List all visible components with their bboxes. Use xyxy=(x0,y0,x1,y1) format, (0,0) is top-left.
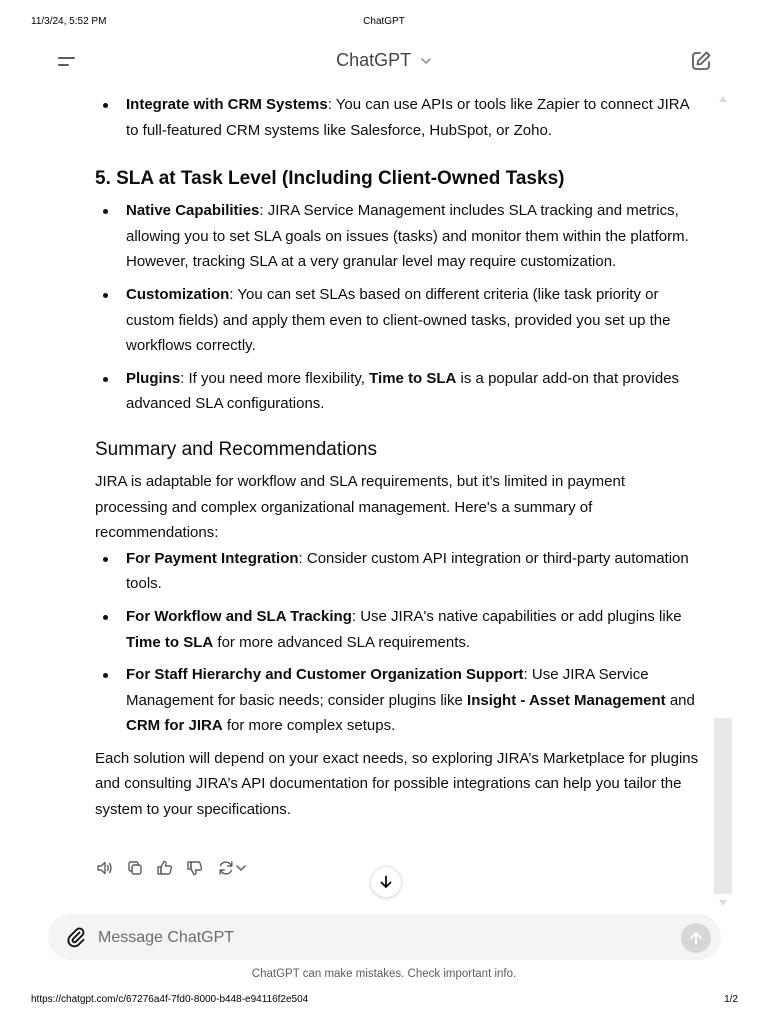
thumbs-down-button[interactable] xyxy=(185,858,205,878)
list-item xyxy=(95,92,700,143)
item-text: : JIRA Service Management includes SLA tracking and metrics, allowing you to set SLA goals on issues (tasks) and monitor them within the platform. However, tracking SLA at a very granular level may require customization. xyxy=(126,202,689,271)
recommendations-list xyxy=(95,546,700,739)
item-emphasis: Insight - Asset Management xyxy=(467,691,666,709)
item-text: and xyxy=(665,691,695,709)
item-emphasis: CRM for JIRA xyxy=(126,717,223,735)
arrow-down-icon xyxy=(378,874,394,890)
list-item xyxy=(95,604,700,655)
read-aloud-button[interactable] xyxy=(95,858,115,878)
regenerate-button[interactable] xyxy=(215,858,249,878)
item-label: Plugins xyxy=(126,369,181,387)
paperclip-icon xyxy=(65,926,87,948)
item-text: for more complex setups. xyxy=(222,717,396,735)
scrollbar[interactable] xyxy=(714,92,732,910)
copy-icon xyxy=(126,859,144,877)
print-title: ChatGPT xyxy=(363,16,405,27)
item-text: : You can use APIs or tools like Zapier to connect JIRA to full-featured CRM systems like Salesforce, HubSpot, or Zoho. xyxy=(126,96,689,139)
model-selector[interactable] xyxy=(0,50,768,71)
item-text: for more advanced SLA requirements. xyxy=(213,633,471,651)
scroll-down-arrow-icon[interactable] xyxy=(719,900,727,906)
item-text: is a popular add-on that provides advanced SLA configurations. xyxy=(126,369,680,413)
top-bar xyxy=(0,44,768,80)
thumbs-down-icon xyxy=(186,859,204,877)
speaker-icon xyxy=(96,859,114,877)
item-text: : You can set SLAs based on different criteria (like task priority or custom fields) and apply them even to client-owned tasks, provided you set up the workflows correctly. xyxy=(126,285,671,355)
message-actions xyxy=(95,858,249,880)
send-button[interactable] xyxy=(681,923,711,953)
disclaimer-text: ChatGPT can make mistakes. Check important info. xyxy=(251,968,517,980)
list-item xyxy=(95,366,700,417)
section-heading: 5. SLA at Task Level (Including Client-Owned Tasks) xyxy=(95,168,565,190)
item-label: For Workflow and SLA Tracking xyxy=(126,607,352,625)
scroll-up-arrow-icon[interactable] xyxy=(719,96,727,102)
closing-paragraph: Each solution will depend on your exact needs, so exploring JIRA’s Marketplace for plugins and consulting JIRA’s API documentation for possible integrations can help you tailor the system to your specifications. xyxy=(95,749,699,819)
item-label: For Payment Integration xyxy=(126,549,299,567)
list-item xyxy=(95,282,700,359)
item-label: Integrate with CRM Systems xyxy=(126,96,328,113)
summary-intro: JIRA is adaptable for workflow and SLA requirements, but it’s limited in payment processing and complex organizational management. Here's a summary of recommendations: xyxy=(95,472,625,542)
item-label: Native Capabilities xyxy=(126,202,260,220)
list-item xyxy=(95,198,700,275)
item-label: For Staff Hierarchy and Customer Organization Support xyxy=(126,666,524,684)
scroll-to-bottom-button[interactable] xyxy=(370,866,402,898)
thumbs-up-icon xyxy=(156,859,174,877)
item-label: Customization xyxy=(126,285,230,303)
item-text: : Consider custom API integration or third-party automation tools. xyxy=(126,549,689,593)
regenerate-icon xyxy=(217,859,235,877)
crm-bullet-list xyxy=(95,92,700,143)
list-item xyxy=(95,662,700,739)
print-header xyxy=(0,16,768,30)
sla-bullet-list xyxy=(95,198,700,417)
item-text: : If you need more flexibility, xyxy=(180,369,370,387)
scrollbar-thumb[interactable] xyxy=(714,718,732,894)
print-url: https://chatgpt.com/c/67276a4f-7fd0-8000-b448-e94116f2e504 xyxy=(31,994,309,1005)
message-composer xyxy=(48,914,721,960)
chevron-down-icon xyxy=(235,862,247,874)
item-text: : Use JIRA's native capabilities or add plugins like xyxy=(351,607,682,625)
chevron-down-icon xyxy=(420,55,432,67)
item-emphasis: Time to SLA xyxy=(126,633,214,651)
assistant-message xyxy=(95,92,700,823)
print-datetime: 11/3/24, 5:52 PM xyxy=(31,16,107,27)
new-chat-button[interactable] xyxy=(690,50,714,74)
arrow-up-icon xyxy=(688,930,704,946)
thumbs-up-button[interactable] xyxy=(155,858,175,878)
item-emphasis: Time to SLA xyxy=(369,369,457,387)
compose-icon xyxy=(690,50,712,72)
item-text: : Use JIRA Service Management for basic needs; consider plugins like xyxy=(126,666,649,709)
model-name: ChatGPT xyxy=(336,50,411,70)
message-input[interactable] xyxy=(96,922,670,954)
copy-button[interactable] xyxy=(125,858,145,878)
summary-heading: Summary and Recommendations xyxy=(95,438,377,460)
print-page-number: 1/2 xyxy=(724,994,738,1005)
attach-button[interactable] xyxy=(65,926,87,948)
list-item xyxy=(95,546,700,597)
